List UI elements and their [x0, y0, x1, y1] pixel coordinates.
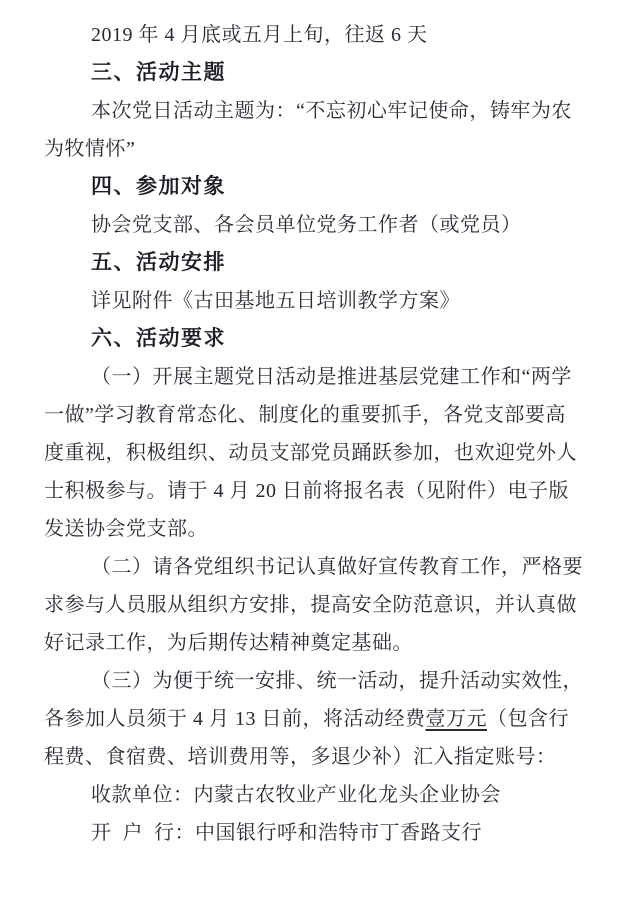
- text-line: [44, 700, 581, 738]
- text-run: 本次党日活动主题为：“不忘初心牢记使命，铸牢为农: [91, 100, 572, 122]
- text-line: [44, 738, 581, 776]
- text-run: 发送协会党支部。: [44, 518, 208, 540]
- text-line: [44, 814, 581, 852]
- underlined-amount: 壹万元: [425, 708, 487, 730]
- text-run: 一做”学习教育常态化、制度化的重要抓手，各党支部要高: [44, 404, 566, 426]
- text-run: 士积极参与。请于 4 月 20 日前将报名表（见附件）电子版: [44, 480, 569, 502]
- text-line: [44, 282, 581, 320]
- text-line: [44, 206, 581, 244]
- text-line: [44, 130, 581, 168]
- text-run: 收款单位：内蒙古农牧业产业化龙头企业协会: [91, 784, 501, 806]
- text-run: 程费、食宿费、培训费用等，多退少补）汇入指定账号：: [44, 746, 557, 768]
- text-run: 协会党支部、各会员单位党务工作者（或党员）: [91, 214, 522, 236]
- section-heading: [44, 54, 581, 92]
- text-line: [44, 624, 581, 662]
- text-run: （一）开展主题党日活动是推进基层党建工作和“两学: [91, 366, 572, 388]
- text-line: [44, 586, 581, 624]
- section-heading: [44, 168, 581, 206]
- text-run: （包含行: [487, 708, 569, 730]
- text-line: [44, 396, 581, 434]
- text-run: 好记录工作，为后期传达精神奠定基础。: [44, 632, 413, 654]
- text-run: 度重视，积极组织、动员支部党员踊跃参加，也欢迎党外人: [44, 442, 577, 464]
- text-line: [44, 776, 581, 814]
- text-line: [44, 92, 581, 130]
- text-run: 四、参加对象: [91, 175, 226, 198]
- section-heading: [44, 320, 581, 358]
- text-run: 2019 年 4 月底或五月上旬，往返 6 天: [91, 24, 428, 46]
- text-run: 为牧情怀”: [44, 138, 136, 160]
- text-line: [44, 548, 581, 586]
- text-run: （三）为便于统一安排、统一活动，提升活动实效性，: [91, 670, 583, 692]
- text-line: [44, 472, 581, 510]
- text-run: 开 户 行：中国银行呼和浩特市丁香路支行: [91, 822, 482, 844]
- text-line: [44, 510, 581, 548]
- text-run: （二）请各党组织书记认真做好宣传教育工作，严格要: [91, 556, 583, 578]
- text-run: 三、活动主题: [91, 61, 226, 84]
- text-run: 五、活动安排: [91, 251, 226, 274]
- section-heading: [44, 244, 581, 282]
- text-line: [44, 662, 581, 700]
- text-line: [44, 16, 581, 54]
- text-run: 各参加人员须于 4 月 13 日前，将活动经费: [44, 708, 426, 730]
- text-run: 六、活动要求: [91, 327, 226, 350]
- text-line: [44, 434, 581, 472]
- text-line: [44, 358, 581, 396]
- text-run: 求参与人员服从组织方安排，提高安全防范意识，并认真做: [44, 594, 577, 616]
- text-run: 详见附件《古田基地五日培训教学方案》: [91, 290, 460, 312]
